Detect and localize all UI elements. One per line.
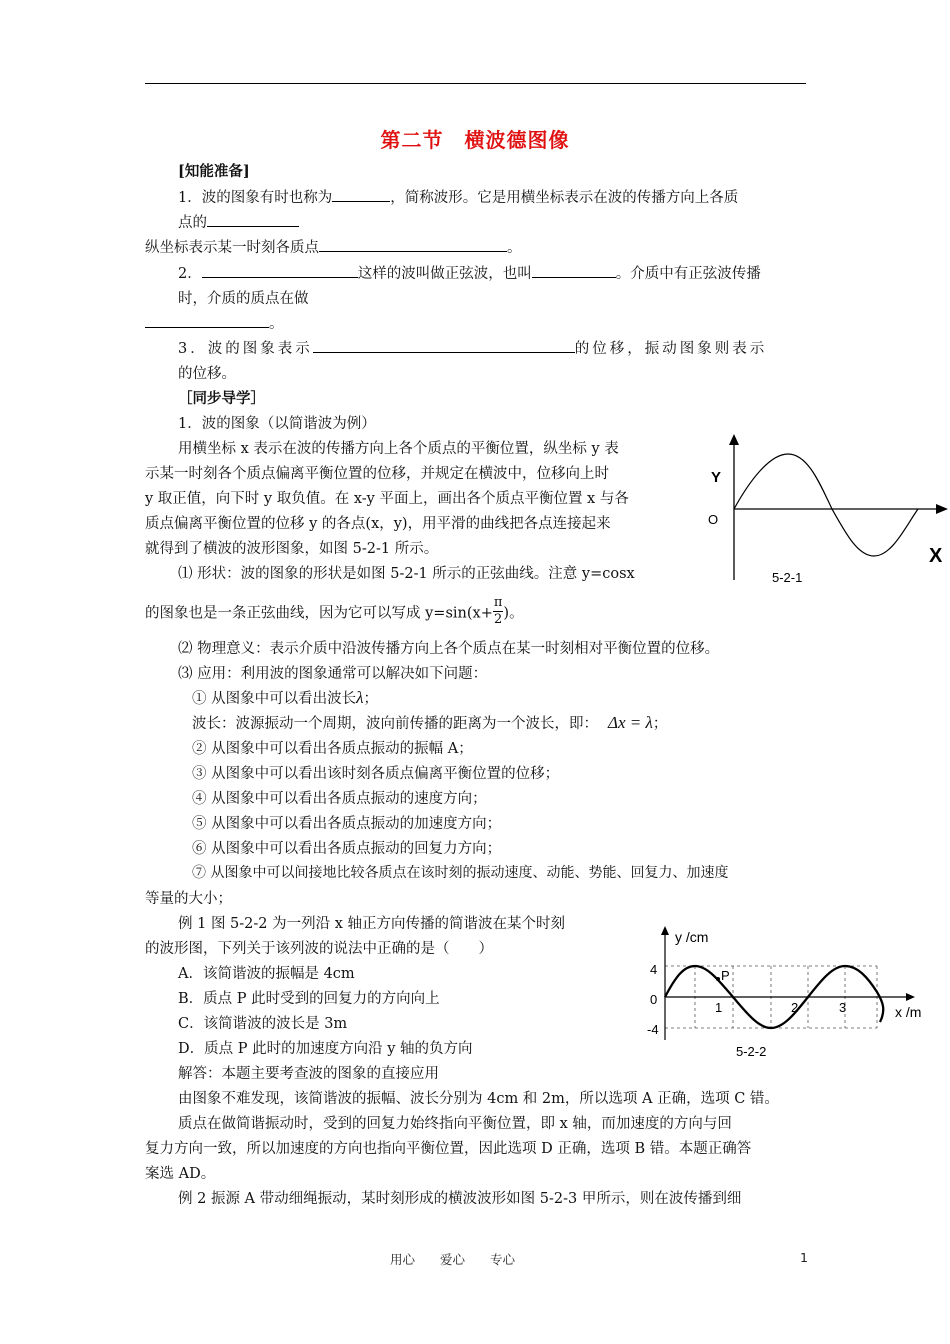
application-7-line-1: ⑦ 从图象中可以间接地比较各质点在该时刻的振动速度、动能、势能、回复力、加速度: [192, 865, 729, 881]
option-a: A．该简谐波的振幅是 4cm: [178, 966, 355, 982]
x-tick-2: 2: [791, 1000, 799, 1015]
figure-caption: 5-2-2: [736, 1044, 767, 1059]
fraction-numerator: π: [493, 595, 503, 610]
application-7-line-2: 等量的大小；: [145, 891, 232, 907]
option-d: D．质点 P 此时的加速度方向沿 y 轴的负方向: [178, 1041, 473, 1057]
section-heading-guide: ［同步导学］: [178, 390, 265, 407]
paragraph-line: 就得到了横波的波形图象，如图 5-2-1 所示。: [145, 541, 439, 557]
fraction-denominator: 2: [493, 612, 503, 627]
y-tick-0: 0: [650, 992, 658, 1007]
answer-intro: 解答：本题主要考查波的图象的直接应用: [178, 1066, 439, 1082]
x-label: X: [929, 545, 943, 567]
application-2: ② 从图象中可以看出各质点振动的振幅 A；: [192, 741, 473, 757]
example-1-line-1: 例 1 图 5-2-2 为一列沿 x 轴正方向传播的简谐波在某个时刻: [178, 916, 566, 932]
header-rule: [145, 83, 806, 84]
question-2-line-2: 时，介质的质点在做: [178, 291, 309, 307]
point-p-label: P: [721, 968, 730, 983]
example-2-line-1: 例 2 振源 A 带动细绳振动，某时刻形成的横波波形如图 5-2-3 甲所示，则在波传播到细: [178, 1191, 742, 1207]
solution-line-1: 由图象不难发现，该简谐波的振幅、波长分别为 4cm 和 2m，所以选项 A 正确，选项 C 错。: [178, 1091, 779, 1107]
option-b: B．质点 P 此时受到的回复力的方向向上: [178, 991, 440, 1007]
question-3-line-1: 3．波的图象表示 的位移，振动图象则表示: [178, 337, 767, 358]
question-3-line-2: 的位移。: [178, 366, 236, 382]
sine-curve: [734, 454, 918, 556]
y-axis-label: y /cm: [675, 929, 709, 945]
application-6: ⑥ 从图象中可以看出各质点振动的回复力方向；: [192, 841, 502, 857]
figure-caption: 5-2-1: [772, 570, 803, 585]
question-2-line-1: 2． 这样的波叫做正弦波，也叫 。介质中有正弦波传播: [178, 262, 761, 283]
application-1: ① 从图象中可以看出波长λ；: [192, 688, 378, 707]
origin-label: O: [708, 512, 719, 527]
x-axis-arrow: [936, 504, 948, 514]
y-axis-arrow: [729, 434, 739, 445]
application-3: ③ 从图象中可以看出该时刻各质点偏离平衡位置的位移；: [192, 766, 560, 782]
paragraph-line: 示某一时刻各个质点偏离平衡位置的位移，并规定在横波中，位移向上时: [145, 466, 609, 482]
page-number: 1: [800, 1250, 808, 1265]
solution-line-4: 案选 AD。: [145, 1166, 216, 1182]
applications-heading: ⑶ 应用：利用波的图象通常可以解决如下问题：: [178, 666, 488, 682]
x-tick-1: 1: [715, 1000, 723, 1015]
example-1-line-2: 的波形图，下列关于该列波的说法中正确的是（ ）: [145, 941, 493, 957]
figure-5-2-1: [700, 430, 950, 590]
wave-image-heading: 1．波的图象（以简谐波为例）: [178, 416, 376, 432]
question-2-line-3: 。: [145, 312, 284, 333]
paragraph-line: y 取正值，向下时 y 取负值。在 x-y 平面上，画出各个质点平衡位置 x 与各: [145, 491, 629, 507]
footer-motto: 用心 爱心 专心: [390, 1252, 516, 1267]
x-axis-label: x /m: [895, 1004, 922, 1020]
point-p: [716, 977, 720, 981]
question-1-line-1: 1．波的图象有时也称为 ，简称波形。它是用横坐标表示在波的传播方向上各质: [178, 186, 738, 207]
question-1-line-2: 点的: [178, 211, 299, 232]
page-title: 第二节 横波德图像: [380, 128, 570, 152]
application-5: ⑤ 从图象中可以看出各质点振动的加速度方向；: [192, 816, 502, 832]
application-4: ④ 从图象中可以看出各质点振动的速度方向；: [192, 791, 487, 807]
solution-line-3: 复力方向一致，所以加速度的方向也指向平衡位置，因此选项 D 正确，选项 B 错。本题正确答: [145, 1141, 752, 1157]
figure-5-2-2: [640, 922, 940, 1062]
y-label: Y: [711, 469, 722, 486]
y-axis-arrow: [661, 926, 669, 935]
question-1-line-3: 纵坐标表示某一时刻各质点 。: [145, 236, 522, 257]
x-tick-3: 3: [839, 1000, 847, 1015]
wavelength-definition: 波长：波源振动一个周期，波向前传播的距离为一个波长，即： Δx = λ；: [192, 713, 668, 732]
paragraph-line: 质点偏离平衡位置的位移 y 的各点(x，y)，用平滑的曲线把各点连接起来: [145, 516, 611, 532]
solution-line-2: 质点在做简谐振动时，受到的回复力始终指向平衡位置，即 x 轴，而加速度的方向与回: [178, 1116, 732, 1132]
option-c: C．该简谐波的波长是 3m: [178, 1016, 348, 1032]
shape-line-1: ⑴ 形状：波的图象的形状是如图 5-2-1 所示的正弦曲线。注意 y=cosx: [178, 566, 635, 582]
y-tick-4: 4: [650, 962, 658, 977]
x-axis-arrow: [906, 993, 915, 1001]
paragraph-line: 用横坐标 x 表示在波的传播方向上各个质点的平衡位置，纵坐标 y 表: [178, 441, 619, 457]
y-tick-neg4: -4: [647, 1022, 659, 1037]
section-heading-prep: [知能准备]: [178, 163, 250, 180]
physical-meaning: ⑵ 物理意义：表示介质中沿波传播方向上各个质点在某一时刻相对平衡位置的位移。: [178, 641, 720, 657]
shape-line-2: 的图象也是一条正弦曲线，因为它可以写成 y=sin(x+ $\frac{\pi}{2}$ )。: [145, 595, 524, 627]
